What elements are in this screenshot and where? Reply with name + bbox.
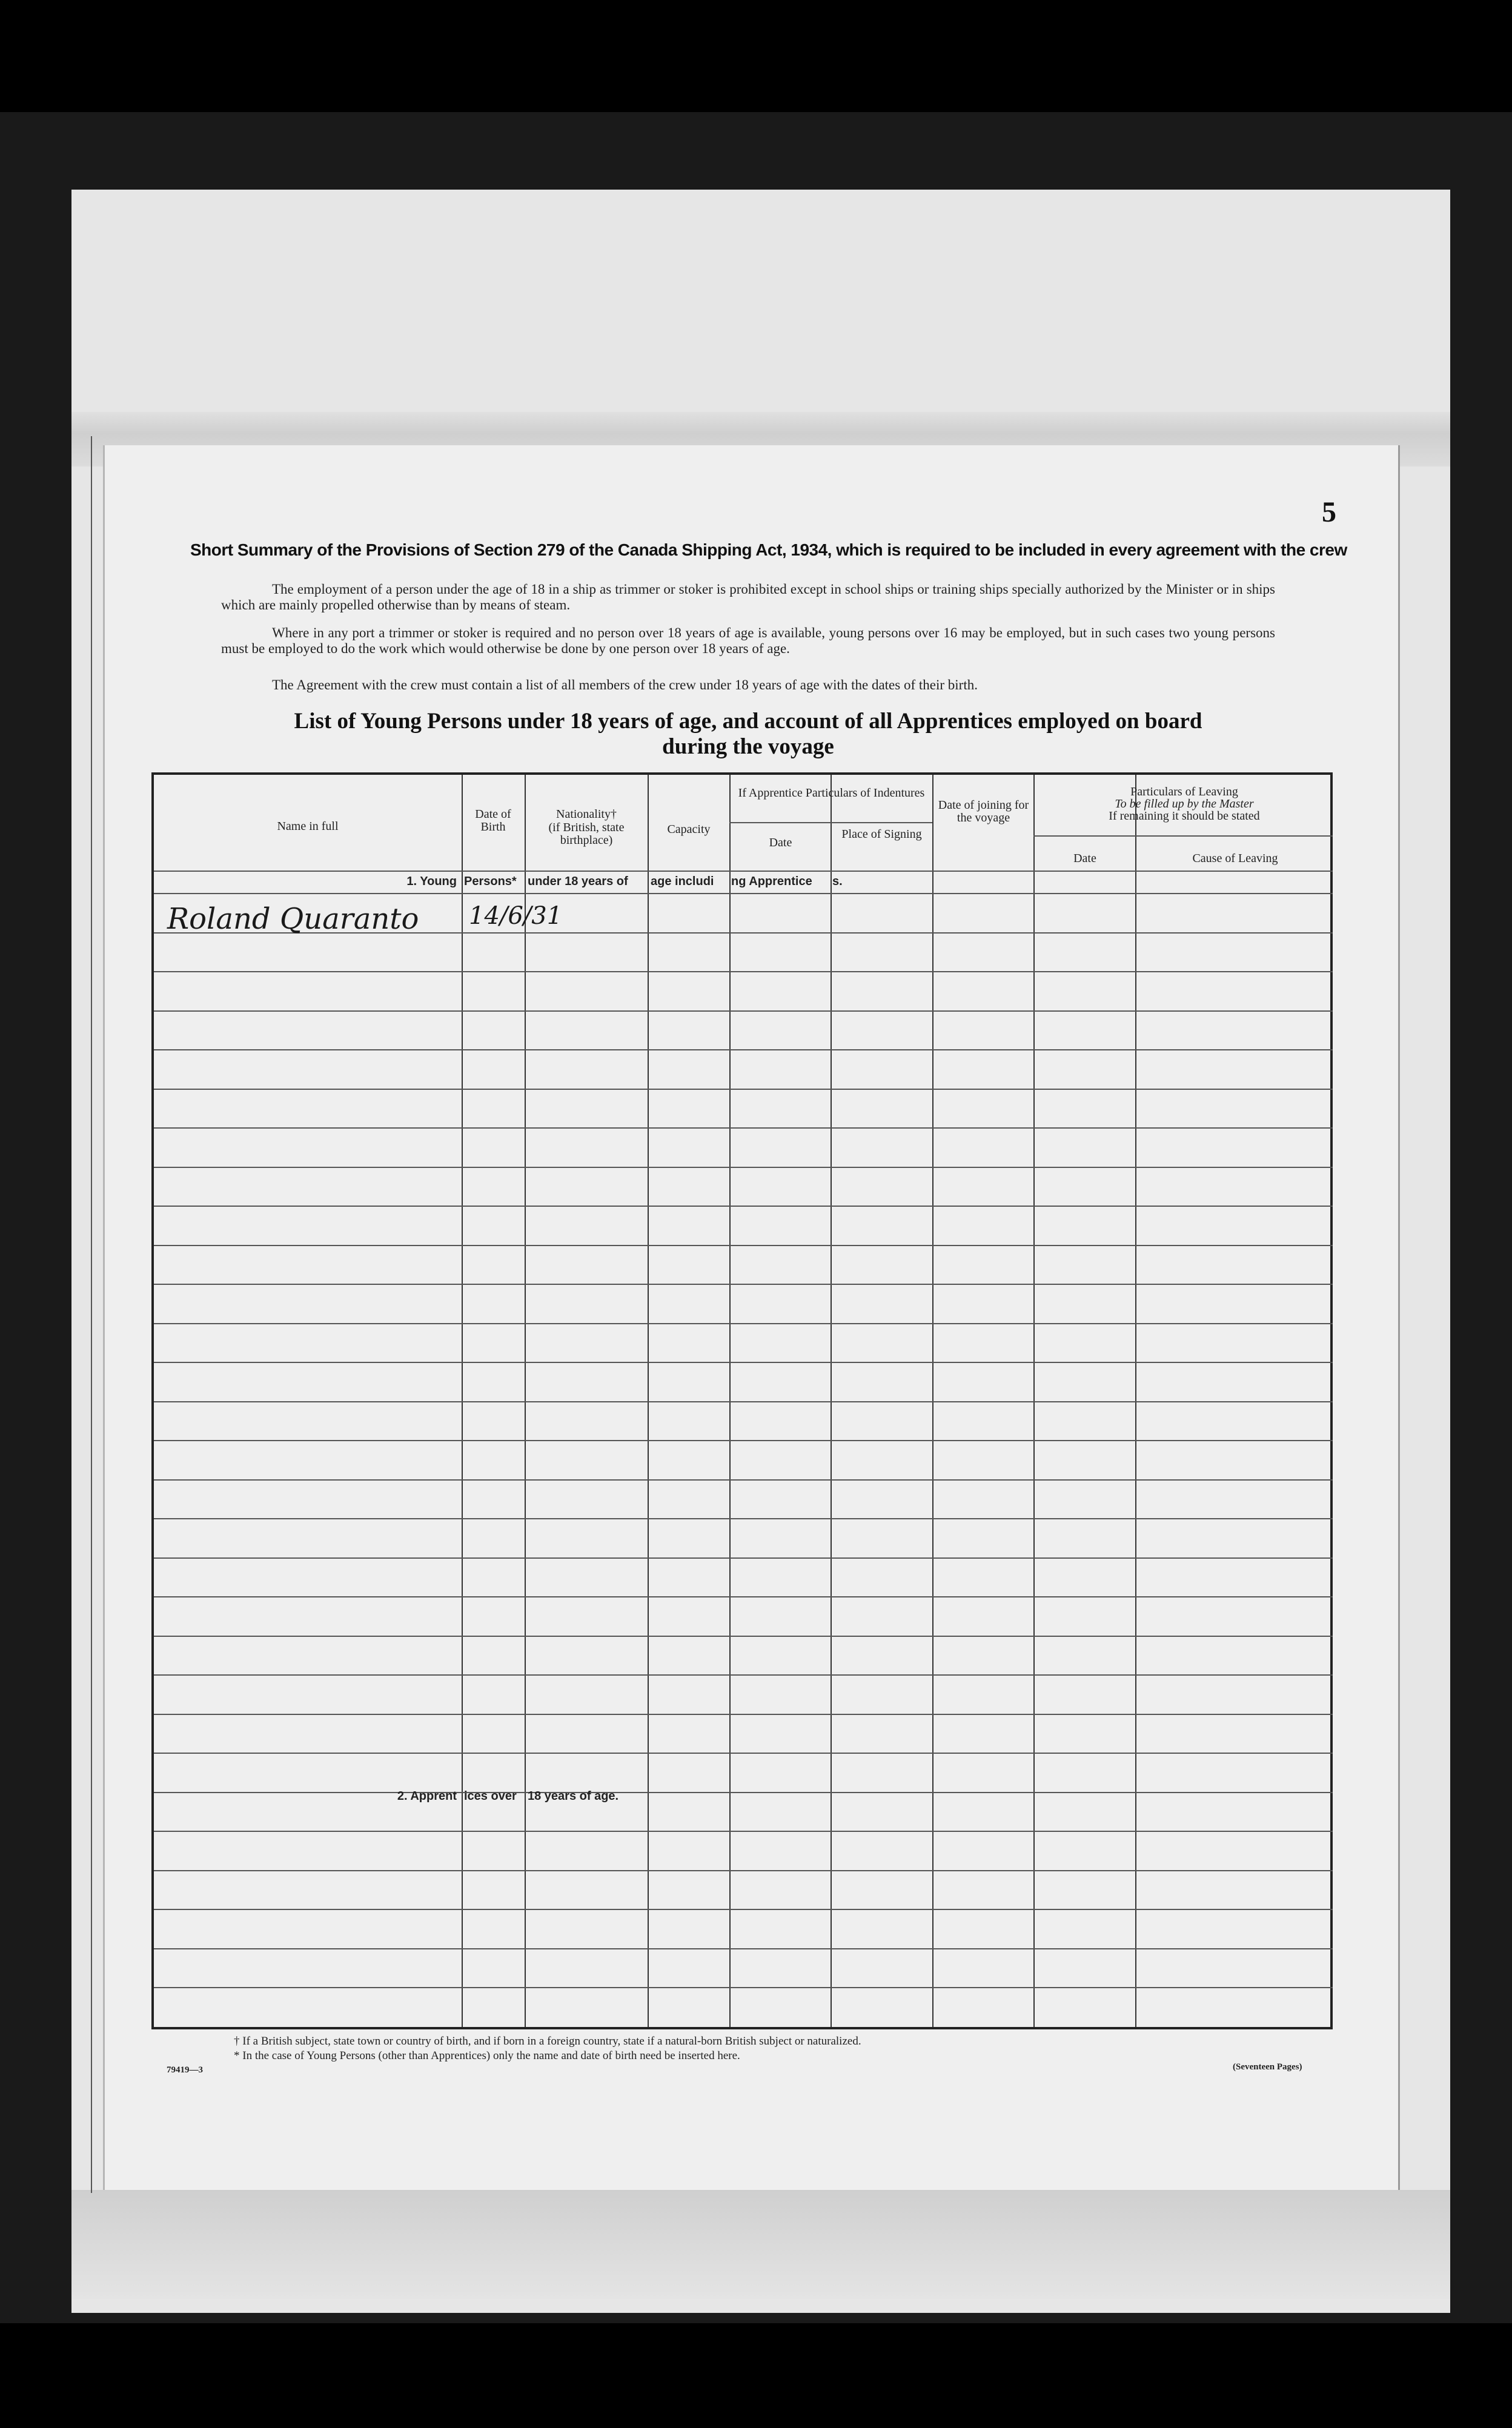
young-persons-table	[151, 772, 1333, 2029]
row-line	[154, 1636, 1333, 1637]
row-line	[154, 1323, 1333, 1324]
header-name: Name in full	[277, 820, 339, 833]
section1-cell: age includi	[651, 875, 714, 888]
paragraph-3: The Agreement with the crew must contain a list of all members of the crew under 18 years of age with the dates of their birth.	[272, 677, 978, 692]
form-code: 79419—3	[167, 2065, 203, 2075]
list-title: List of Young Persons under 18 years of age, and account of all Apprentices employed on board during the voyage	[294, 709, 1202, 759]
row-line	[154, 1362, 1333, 1363]
section2-cell: ices over	[464, 1789, 517, 1803]
header-particulars-leaving: Particulars of Leaving	[1130, 785, 1238, 798]
row-line	[154, 1049, 1333, 1050]
sub-header-line	[729, 822, 932, 823]
header-leaving-date: Date	[1073, 852, 1096, 865]
footnote-2: * In the case of Young Persons (other than Apprentices) only the name and date of birth need be inserted here.	[234, 2049, 740, 2062]
pages-note: (Seventeen Pages)	[1233, 2062, 1302, 2072]
row-line	[154, 1987, 1333, 1988]
section1-cell: ng Apprentice	[731, 875, 812, 888]
leaving-note-italic: To be filled up by the Master	[1115, 797, 1254, 811]
section1-cell: Persons*	[464, 875, 517, 888]
header-leaving-note	[1035, 798, 1334, 811]
row-line	[154, 1206, 1333, 1207]
page-number: 5	[1322, 496, 1336, 528]
row-line	[154, 1127, 1333, 1129]
form-heading: Short Summary of the Provisions of Section 279 of the Canada Shipping Act, 1934, which is required to be included in every agreement with the crew	[190, 540, 1347, 559]
row-line	[154, 1010, 1333, 1012]
row-line	[154, 1674, 1333, 1676]
header-apprentice: If Apprentice Particulars of Indentures	[738, 786, 925, 800]
row-line	[154, 1596, 1333, 1597]
header-cause: Cause of Leaving	[1192, 852, 1278, 865]
section2-cell: 18 years of age.	[528, 1789, 619, 1803]
header-capacity: Capacity	[667, 823, 711, 836]
section1-cell: s.	[832, 875, 843, 888]
header-leaving-note-2: If remaining it should be stated	[1109, 809, 1260, 823]
row-line	[154, 1440, 1333, 1441]
header-dob: Date of Birth	[475, 808, 511, 834]
section1-label: 1. Young	[406, 875, 457, 888]
row-line	[154, 971, 1333, 972]
header-place-of-signing: Place of Signing	[841, 828, 922, 841]
paragraph-2: Where in any port a trimmer or stoker is required and no person over 18 years of age is available, young persons over 16 may be employed, but in such cases two young persons must be employed to do the work which would otherwise be done by one person over 18 years of age.	[221, 625, 1275, 656]
entry-dob: 14/6/31	[469, 902, 563, 930]
entry-name: Roland Quaranto	[167, 902, 419, 936]
row-line	[154, 1909, 1333, 1910]
header-indenture-date: Date	[769, 836, 792, 849]
header-nationality-sub: (if British, state birthplace)	[548, 821, 625, 847]
bottom-fold	[71, 2190, 1450, 2299]
row-line	[154, 1753, 1333, 1754]
paragraph-1: The employment of a person under the age of 18 in a ship as trimmer or stoker is prohibited except in school ships or training ships specially authorized by the Minister or in ships which are mainly propelled otherwise than by means of steam.	[221, 582, 1275, 612]
row-line	[154, 1167, 1333, 1168]
footnote-1: † If a British subject, state town or country of birth, and if born in a foreign country, state if a natural-born British subject or naturalized.	[234, 2035, 861, 2048]
row-line	[154, 1401, 1333, 1402]
row-line	[154, 1245, 1333, 1246]
row-line	[154, 1479, 1333, 1481]
row-line	[154, 1948, 1333, 1949]
row-line	[154, 1831, 1333, 1832]
row-line	[154, 1714, 1333, 1715]
row-line	[154, 893, 1333, 894]
header-date-of-joining: Date of joining for the voyage	[938, 798, 1029, 824]
row-line	[154, 1870, 1333, 1871]
row-line	[154, 1089, 1333, 1090]
row-line	[154, 1518, 1333, 1519]
row-line	[154, 1557, 1333, 1559]
section1-cell: under 18 years of	[528, 875, 628, 888]
sub-header-line	[1033, 835, 1333, 837]
header-nationality: Nationality†	[556, 808, 617, 821]
section2-label: 2. Apprent	[397, 1789, 457, 1803]
row-line	[154, 871, 1333, 872]
binder-edge	[91, 436, 97, 2193]
row-line	[154, 1284, 1333, 1285]
